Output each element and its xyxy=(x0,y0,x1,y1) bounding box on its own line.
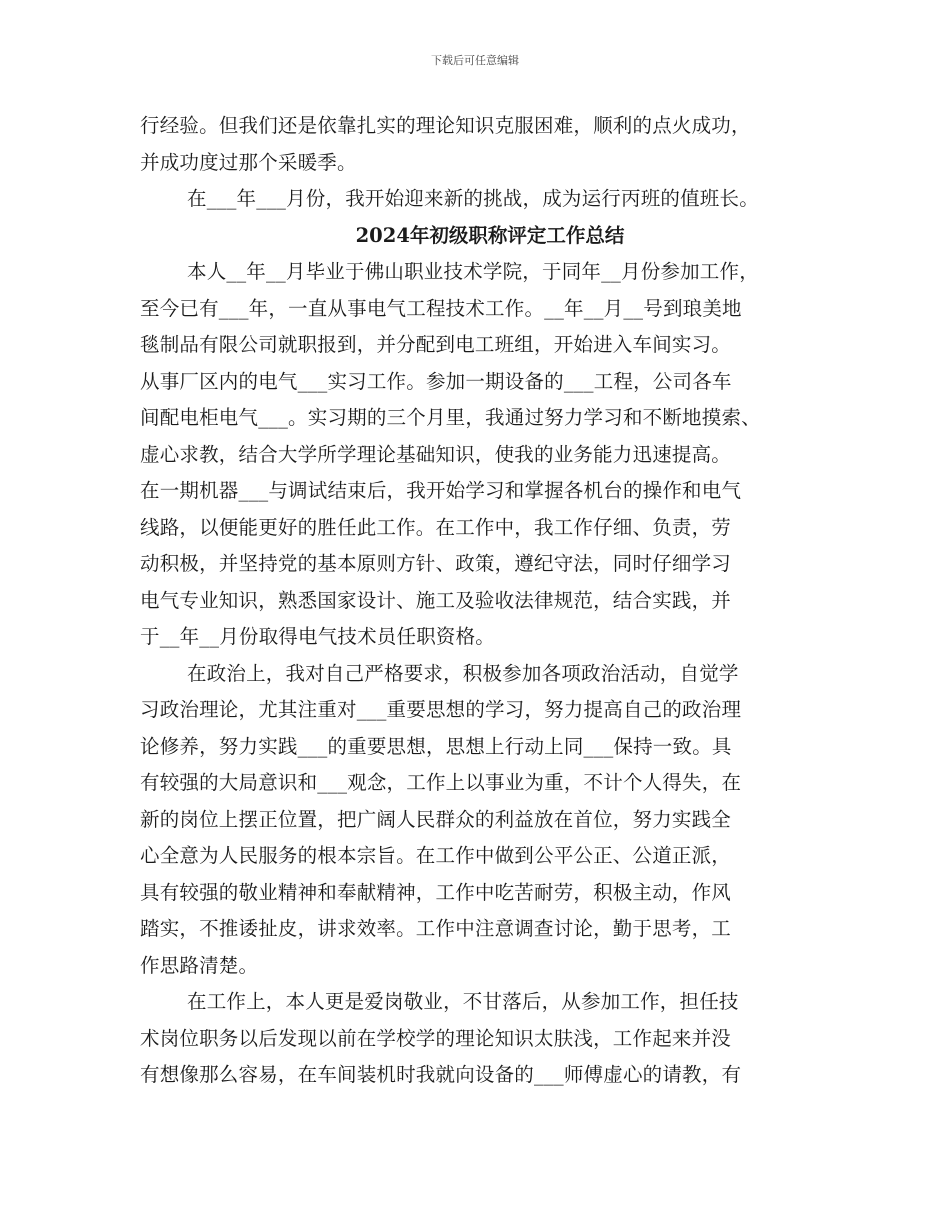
document-body xyxy=(140,108,840,1094)
text-line: 有较强的大局意识和___观念，工作上以事业为重，不计个人得失，在 xyxy=(140,771,742,794)
text-line: 在政治上，我对自己严格要求，积极参加各项政治活动，自觉学 xyxy=(187,661,739,685)
text-line: 至今已有___年，一直从事电气工程技术工作。__年__月__号到琅美地 xyxy=(140,296,742,320)
section-title: 2024年初级职称评定工作总结 xyxy=(355,223,625,247)
text-line: 动积极，并坚持党的基本原则方针、政策，遵纪守法，同时仔细学习 xyxy=(140,552,732,575)
text-line: 习政治理论，尤其注重对___重要思想的学习，努力提高自己的政治理 xyxy=(140,698,742,721)
text-line: 在工作上，本人更是爱岗敬业，不甘落后，从参加工作，担任技 xyxy=(187,990,739,1013)
text-line: 于__年__月份取得电气技术员任职资格。 xyxy=(140,625,496,648)
header-note: 下载后可任意编辑 xyxy=(431,54,519,67)
text-line: 间配电柜电气___。实习期的三个月里，我通过努力学习和不断地摸索、 xyxy=(140,406,761,429)
text-line: 心全意为人民服务的根本宗旨。在工作中做到公平公正、公道正派， xyxy=(140,844,732,867)
text-line: 从事厂区内的电气___实习工作。参加一期设备的___工程，公司各车 xyxy=(140,369,732,393)
text-line: 行经验。但我们还是依靠扎实的理论知识克服困难，顺利的点火成功， xyxy=(140,114,751,137)
text-line: 在一期机器___与调试结束后，我开始学习和掌握各机台的操作和电气 xyxy=(140,479,742,502)
text-line: 具有较强的敬业精神和奉献精神，工作中吃苦耐劳，积极主动，作风 xyxy=(140,880,732,904)
text-line: 线路，以便能更好的胜任此工作。在工作中，我工作仔细、负责，劳 xyxy=(140,515,732,539)
text-line: 电气专业知识，熟悉国家设计、施工及验收法律规范，结合实践，并 xyxy=(140,588,732,612)
text-line: 新的岗位上摆正位置，把广阔人民群众的利益放在首位，努力实践全 xyxy=(140,807,732,831)
text-line: 有想像那么容易，在车间装机时我就向设备的___师傅虚心的请教，有 xyxy=(140,1063,742,1086)
text-line: 虚心求教，结合大学所学理论基础知识，使我的业务能力迅速提高。 xyxy=(140,442,732,466)
text-line: 在___年___月份，我开始迎来新的挑战，成为运行丙班的值班长。 xyxy=(187,187,759,210)
text-line: 踏实，不推诿扯皮，讲求效率。工作中注意调查讨论，勤于思考，工 xyxy=(140,917,732,940)
text-line: 毯制品有限公司就职报到，并分配到电工班组，开始进入车间实习。 xyxy=(140,333,732,356)
text-line: 本人__年__月毕业于佛山职业技术学院，于同年__月份参加工作， xyxy=(187,260,759,283)
text-line: 论修养，努力实践___的重要思想，思想上行动上同___保持一致。具 xyxy=(140,734,732,758)
text-line: 术岗位职务以后发现以前在学校学的理论知识太肤浅，工作起来并没 xyxy=(140,1026,732,1050)
text-line: 作思路清楚。 xyxy=(140,953,259,977)
text-line: 并成功度过那个采暖季。 xyxy=(140,150,357,174)
